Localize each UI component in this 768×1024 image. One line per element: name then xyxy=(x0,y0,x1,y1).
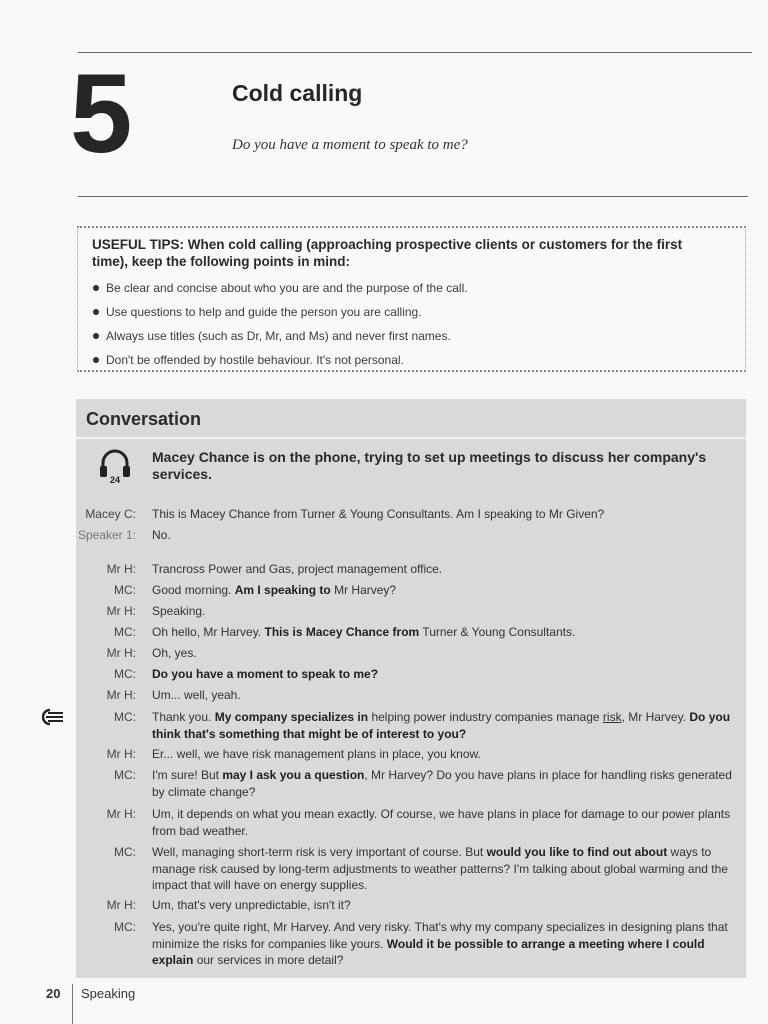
speech-fragment: Yes, you're quite right, Mr Harvey. And very risky. That's why my company specializes in designing plans that minimize the risks for companies like yours. xyxy=(152,920,728,951)
key-phrase: Do you think that's something that might be of interest to you? xyxy=(152,710,731,741)
speech-fragment: ways to manage risk caused by long-term adjustments to weather patterns? I'm talking about global warming and the impact that will have on energy supplies. xyxy=(152,845,728,892)
speaker-label: MC: xyxy=(114,710,136,724)
speaker-label: MC: xyxy=(114,845,136,859)
speaker-label: Mr H: xyxy=(106,604,136,618)
speech-fragment: No. xyxy=(152,528,171,542)
speaker-label: Macey C: xyxy=(85,507,136,521)
speech-text xyxy=(152,527,732,544)
conversation-intro: Macey Chance is on the phone, trying to set up meetings to discuss her company's services. xyxy=(152,449,707,482)
speech-text xyxy=(152,767,732,800)
speaker-label: Mr H: xyxy=(106,688,136,702)
chapter-number: 5 xyxy=(70,51,131,176)
speech-fragment: , Mr Harvey. xyxy=(621,710,690,724)
speech-fragment: Good morning. xyxy=(152,583,235,597)
speaker-label: Speaker 1: xyxy=(77,528,136,542)
speech-fragment: I'm sure! But xyxy=(152,768,223,782)
speaker-label: MC: xyxy=(114,583,136,597)
speech-fragment: helping power industry companies manage xyxy=(368,710,603,724)
speaker-label: MC: xyxy=(114,625,136,639)
tip-item: Always use titles (such as Dr, Mr, and Ms) and never first names. xyxy=(90,327,468,351)
header-rule xyxy=(78,196,748,197)
speaker-label: Mr H: xyxy=(106,562,136,576)
speaker-label: MC: xyxy=(114,768,136,782)
speech-fragment: Speaking. xyxy=(152,604,206,618)
speech-text xyxy=(152,582,732,599)
transcript-icon xyxy=(42,708,64,726)
speech-fragment: Turner & Young Consultants. xyxy=(419,625,576,639)
speech-text xyxy=(152,561,732,578)
speech-fragment: Oh, yes. xyxy=(152,646,197,660)
tips-list xyxy=(90,279,468,375)
key-phrase: would you like to find out about xyxy=(486,845,668,859)
speech-fragment: Um... well, yeah. xyxy=(152,688,241,702)
speaker-label: Mr H: xyxy=(106,898,136,912)
chapter-subtitle: Do you have a moment to speak to me? xyxy=(232,137,468,153)
speech-text xyxy=(152,844,732,894)
section-label: Speaking xyxy=(81,986,136,1001)
speaker-label: Mr H: xyxy=(106,807,136,821)
speech-fragment: Um, it depends on what you mean exactly. Of course, we have plans in place for damage to our power plants from bad weather. xyxy=(152,807,731,838)
speech-fragment: Mr Harvey? xyxy=(330,583,397,597)
speech-text xyxy=(152,603,732,620)
key-phrase: may I ask you a question xyxy=(222,768,365,782)
speech-fragment: This is Macey Chance from Turner & Young Consultants. Am I speaking to Mr Given? xyxy=(152,507,605,521)
useful-tips-box xyxy=(77,226,746,372)
key-phrase: Would it be possible to arrange a meeting where I could explain xyxy=(152,936,705,967)
track-number: 24 xyxy=(109,475,121,485)
speech-fragment: Um, that's very unpredictable, isn't it? xyxy=(152,898,351,912)
page-number: 20 xyxy=(46,986,61,1001)
speaker-label: MC: xyxy=(114,920,136,934)
speech-fragment: Er... well, we have risk management plans in place, you know. xyxy=(152,747,481,761)
speech-text xyxy=(152,746,732,763)
speech-text xyxy=(152,806,732,839)
speech-text xyxy=(152,709,732,742)
speech-text xyxy=(152,645,732,662)
tip-item: Be clear and concise about who you are and the purpose of the call. xyxy=(90,279,468,303)
headphones-icon[interactable] xyxy=(98,447,132,485)
key-phrase: This is Macey Chance from xyxy=(264,625,420,639)
speech-text xyxy=(152,919,732,969)
conversation-rule xyxy=(76,437,746,439)
conversation-title: Conversation xyxy=(86,409,202,429)
key-phrase: My company specializes in xyxy=(214,710,369,724)
speech-text xyxy=(152,897,732,914)
tip-item: Don't be offended by hostile behaviour. It's not personal. xyxy=(90,351,468,375)
conversation-panel xyxy=(76,399,746,978)
tip-item: Use questions to help and guide the person you are calling. xyxy=(90,303,468,327)
speaker-label: Mr H: xyxy=(106,646,136,660)
top-rule xyxy=(78,52,752,53)
speech-text xyxy=(152,624,732,641)
chapter-title: Cold calling xyxy=(232,80,363,106)
key-phrase: Do you have a moment to speak to me? xyxy=(152,667,379,681)
speech-text xyxy=(152,506,732,523)
footer-divider xyxy=(72,984,73,1024)
speech-fragment: risk xyxy=(602,710,622,724)
speech-text xyxy=(152,687,732,704)
speaker-label: MC: xyxy=(114,667,136,681)
tips-heading: USEFUL TIPS: When cold calling (approaching prospective clients or customers for the first time), keep the following points in mind: xyxy=(92,237,683,269)
speech-text xyxy=(152,666,732,683)
speech-fragment: Trancross Power and Gas, project management office. xyxy=(152,562,443,576)
speech-fragment: Well, managing short-term risk is very important of course. But xyxy=(152,845,487,859)
speech-fragment: Thank you. xyxy=(152,710,215,724)
speech-fragment: Oh hello, Mr Harvey. xyxy=(152,625,265,639)
key-phrase: Am I speaking to xyxy=(234,583,331,597)
speech-fragment: our services in more detail? xyxy=(193,953,344,967)
speaker-label: Mr H: xyxy=(106,747,136,761)
speech-fragment: , Mr Harvey? Do you have plans in place for handling risks generated by climate change? xyxy=(152,768,732,799)
